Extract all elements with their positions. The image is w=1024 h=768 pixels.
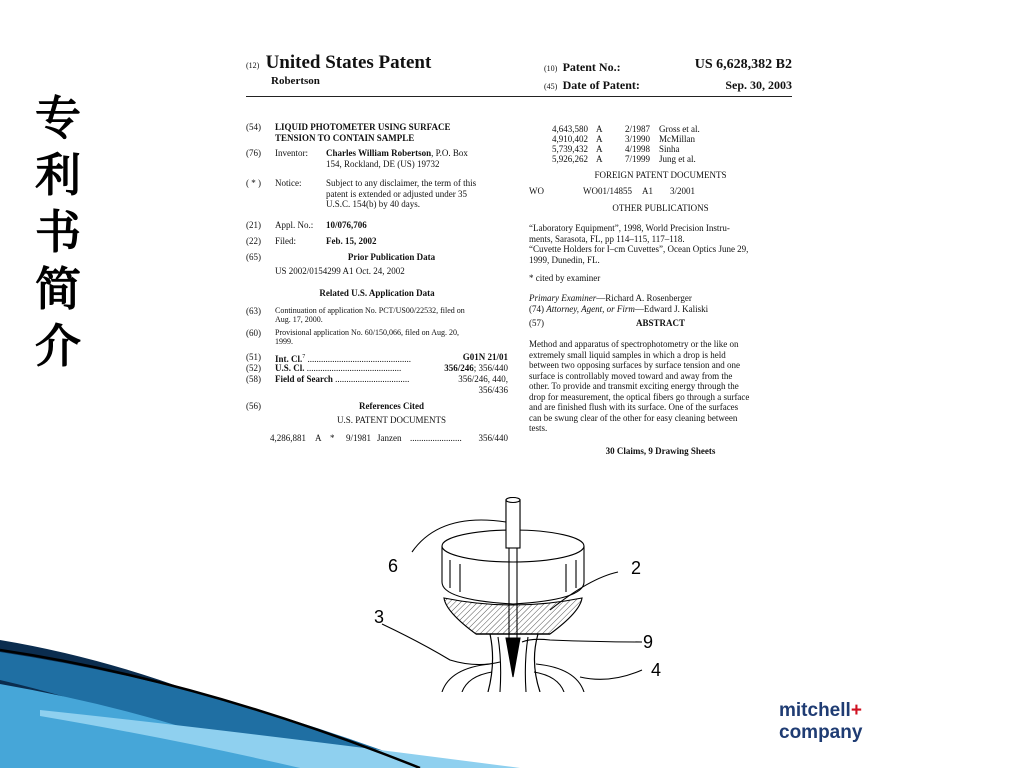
- date-label: Date of Patent:: [562, 78, 640, 92]
- us-cl-label: U.S. Cl.: [275, 363, 305, 373]
- citation-class: 356/440: [478, 433, 508, 443]
- notice-line: U.S.C. 154(b) by 40 days.: [326, 199, 420, 209]
- other-publication-line: 1999, Dunedin, FL.: [529, 254, 600, 265]
- citation-row: [529, 124, 792, 134]
- leader-dots: .................................: [335, 374, 410, 384]
- field-code: (74): [529, 303, 544, 314]
- citation-date: 2/1987: [625, 124, 651, 134]
- continuation-line: Continuation of application No. PCT/US00/22532, filed on: [275, 306, 465, 315]
- citation-name: Jung et al.: [659, 154, 696, 164]
- patent-no-value: US 6,628,382 B2: [694, 57, 792, 72]
- foreign-country: WO: [529, 186, 544, 196]
- citation-row: [529, 144, 792, 154]
- other-publication: [529, 244, 792, 265]
- field-search: [275, 374, 409, 385]
- citation-row: [246, 433, 508, 443]
- provisional-line: 1999.: [275, 337, 293, 346]
- logo-plus: +: [850, 700, 862, 721]
- continuation-text: [275, 306, 465, 324]
- citation-date: 9/1981: [346, 433, 372, 443]
- date-value: Sep. 30, 2003: [725, 78, 792, 92]
- abstract-line: and are finished flush with its surface. One of the surfaces: [529, 402, 739, 412]
- foreign-date: 3/2001: [670, 186, 696, 196]
- decorative-swoosh: [0, 600, 700, 768]
- other-publication: [529, 223, 792, 244]
- invention-title: [275, 122, 450, 143]
- examiner-value: —Richard A. Rosenberger: [596, 293, 692, 303]
- other-publication-line: “Laboratory Equipment”, 1998, World Precision Instru-: [529, 223, 730, 233]
- other-publications-heading: OTHER PUBLICATIONS: [612, 203, 709, 213]
- citation-kind: A: [596, 154, 603, 164]
- side-title-char: 利: [35, 148, 81, 202]
- citation-row: [529, 154, 792, 164]
- notice-line: Subject to any disclaimer, the term of this: [326, 178, 477, 188]
- logo-line1: mitchell: [779, 700, 851, 721]
- drawing-label-6: 6: [388, 556, 399, 576]
- int-cl-label: Int. Cl.: [275, 354, 303, 364]
- field-label: Inventor:: [275, 148, 308, 158]
- continuation-line: Aug. 17, 2000.: [275, 315, 323, 324]
- abstract-heading: ABSTRACT: [635, 318, 685, 328]
- citation-number: 4,643,580: [552, 124, 588, 134]
- citation-kind: A: [596, 144, 603, 154]
- field-code: (51): [246, 352, 261, 362]
- side-title-char: 书: [35, 205, 81, 259]
- citation-number: 5,926,262: [552, 154, 588, 164]
- abstract-line: surface is controllably moved toward and away from the: [529, 370, 733, 381]
- citation-number: 4,910,402: [552, 134, 588, 144]
- drawing-label-4: 4: [651, 660, 662, 680]
- field-code: (63): [246, 306, 261, 316]
- field-code: (56): [246, 401, 261, 411]
- foreign-heading: FOREIGN PATENT DOCUMENTS: [594, 170, 727, 180]
- inventor-surname: Robertson: [271, 75, 320, 87]
- foreign-number: WO01/14855: [583, 186, 632, 196]
- abstract-line: extremely small liquid samples in which a drop is held: [529, 349, 726, 360]
- header-code: (12): [246, 61, 260, 70]
- drawing-label-2: 2: [631, 558, 642, 578]
- cited-note: * cited by examiner: [529, 273, 601, 283]
- abstract-line: can be swung clear of the other for easy cleaning between: [529, 412, 738, 423]
- claims-summary: 30 Claims, 9 Drawing Sheets: [605, 445, 716, 456]
- field-code: (22): [246, 236, 261, 246]
- attorney-label: Attorney, Agent, or Firm: [546, 303, 635, 314]
- foreign-kind: A1: [642, 186, 653, 196]
- citation-date: 4/1998: [625, 144, 651, 154]
- abstract-line: other. To provide and transmit exciting energy through the: [529, 381, 739, 391]
- inventor-name: Charles William Robertson: [326, 148, 432, 158]
- attorney-value: —Edward J. Kaliski: [634, 303, 709, 314]
- field-code: ( * ): [246, 178, 261, 188]
- abstract-line: between two opposing surfaces by surface tension and one: [529, 360, 740, 370]
- leader-dots: ..........................................: [306, 363, 402, 373]
- citation-name: McMillan: [659, 134, 695, 144]
- notice-line: patent is extended or adjusted under 35: [326, 188, 467, 199]
- us-patents-heading: U.S. PATENT DOCUMENTS: [336, 415, 447, 425]
- side-title: [28, 90, 88, 375]
- inventor-address: , P.O. Box: [431, 148, 468, 158]
- company-logo: [779, 700, 862, 744]
- field-code: (21): [246, 220, 261, 230]
- field-code: (65): [246, 252, 261, 262]
- citation-kind: A: [596, 124, 603, 134]
- notice-text: [326, 178, 508, 210]
- us-cl-main: 356/246: [444, 363, 474, 373]
- field-code: (52): [246, 363, 261, 373]
- prior-pub-heading: Prior Publication Data: [347, 252, 436, 262]
- primary-examiner: [529, 293, 792, 304]
- patent-no-label: Patent No.:: [562, 60, 621, 74]
- header-code: (45): [544, 82, 558, 91]
- citation-row: [529, 134, 792, 144]
- field-code: (76): [246, 148, 261, 158]
- field-code: (58): [246, 374, 261, 384]
- us-cl-value: [444, 363, 508, 374]
- inventor-value: [326, 148, 508, 169]
- related-heading: Related U.S. Application Data: [319, 288, 435, 298]
- citation-star: *: [330, 433, 335, 443]
- left-column: [246, 122, 508, 443]
- field-label: Filed:: [275, 236, 297, 246]
- int-cl-sup: 7: [302, 354, 306, 360]
- attorney: [529, 304, 792, 315]
- side-title-char: 专: [35, 91, 81, 145]
- patent-title: United States Patent: [265, 52, 432, 73]
- foreign-row: [529, 186, 792, 203]
- side-title-char: 介: [35, 319, 81, 373]
- abstract-line: tests.: [529, 423, 548, 433]
- citation-name: Gross et al.: [659, 124, 700, 134]
- invention-title-line: TENSION TO CONTAIN SAMPLE: [275, 132, 415, 143]
- field-code: (54): [246, 122, 261, 132]
- drawing-label-9: 9: [643, 632, 654, 652]
- right-column: [529, 124, 792, 456]
- citation-number: 5,739,432: [552, 144, 588, 154]
- field-search-value: 356/436: [478, 385, 508, 395]
- invention-title-line: LIQUID PHOTOMETER USING SURFACE: [275, 122, 451, 132]
- other-publication-line: ments, Sarasota, FL, pp 114–115, 117–118.: [529, 233, 685, 244]
- citation-date: 7/1999: [625, 154, 651, 164]
- field-search-label: Field of Search: [275, 374, 333, 384]
- leader-dots: .......................: [410, 433, 462, 443]
- provisional-line: Provisional application No. 60/150,066, filed on Aug. 20,: [275, 328, 459, 337]
- field-label: Notice:: [275, 178, 302, 188]
- citation-name: Sinha: [659, 144, 680, 154]
- field-search-value: 356/246, 440,: [458, 374, 508, 384]
- drawing-label-3: 3: [374, 607, 385, 627]
- citation-number: 4,286,881: [270, 433, 306, 443]
- int-cl-value: G01N 21/01: [462, 352, 508, 362]
- inventor-address: 154, Rockland, DE (US) 19732: [326, 158, 440, 169]
- field-label: Appl. No.:: [275, 220, 314, 230]
- provisional-text: [275, 328, 459, 346]
- examiner-label: Primary Examiner: [529, 293, 597, 303]
- citation-kind: A: [315, 433, 322, 443]
- field-code: (57): [529, 318, 544, 328]
- field-code: (60): [246, 328, 261, 338]
- abstract-text: [529, 339, 792, 434]
- us-cl: [275, 363, 401, 374]
- abstract-line: drop for measurement, the optical fibers go through a surface: [529, 391, 750, 402]
- side-title-char: 简: [35, 262, 81, 316]
- header-rule: [246, 96, 792, 97]
- header-code: (10): [544, 64, 558, 73]
- patent-header-right: [544, 57, 792, 94]
- other-publication-line: “Cuvette Holders for I–cm Cuvettes”, Ocean Optics June 29,: [529, 244, 749, 254]
- citation-date: 3/1990: [625, 134, 651, 144]
- abstract-line: Method and apparatus of spectrophotometry or the like on: [529, 339, 739, 349]
- references-heading: References Cited: [358, 401, 425, 411]
- appl-no-value: 10/076,706: [326, 220, 367, 230]
- leader-dots: ..............................................: [307, 354, 412, 364]
- us-cl-rest: ; 356/440: [473, 363, 508, 373]
- logo-line2: company: [779, 722, 863, 743]
- abstract-header: [529, 318, 792, 333]
- prior-pub-entry: US 2002/0154299 A1 Oct. 24, 2002: [275, 266, 405, 276]
- citation-kind: A: [596, 134, 603, 144]
- filed-value: Feb. 15, 2002: [326, 236, 377, 246]
- citation-name: Janzen: [377, 433, 402, 443]
